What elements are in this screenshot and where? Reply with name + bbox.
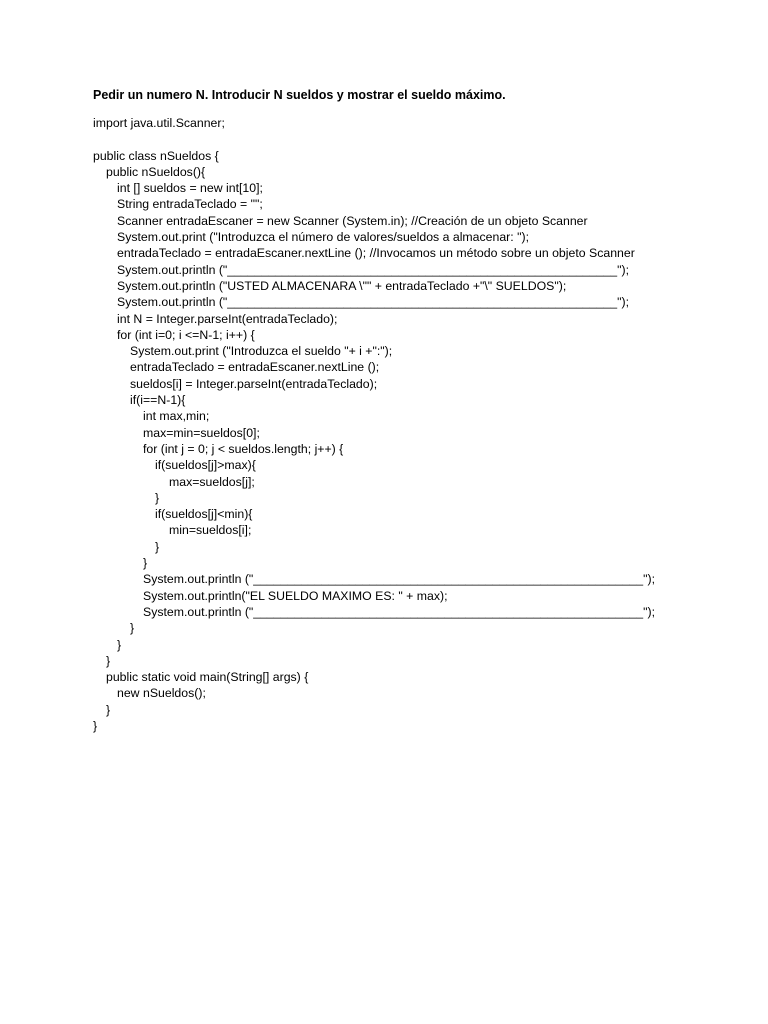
code-line: entradaTeclado = entradaEscaner.nextLine (); //Invocamos un método sobre un objeto Scanner	[117, 246, 635, 261]
code-line: }	[117, 637, 122, 652]
code-line: Scanner entradaEscaner = new Scanner (System.in); //Creación de un objeto Scanner	[117, 213, 588, 228]
code-line: System.out.println ("_________________________________________________________");	[143, 604, 655, 619]
code-line: entradaTeclado = entradaEscaner.nextLine ();	[130, 360, 380, 375]
code-line: public static void main(String[] args) {	[106, 670, 309, 685]
code-line: System.out.println ("_________________________________________________________");	[117, 262, 629, 277]
code-line: sueldos[i] = Integer.parseInt(entradaTeclado);	[130, 376, 378, 391]
code-line: if(sueldos[j]>max){	[155, 458, 256, 473]
code-line: int N = Integer.parseInt(entradaTeclado);	[117, 311, 338, 326]
code-line: }	[106, 653, 111, 668]
code-line: System.out.println ("USTED ALMACENARA \"" + entradaTeclado +"\" SUELDOS");	[117, 278, 567, 293]
code-line: }	[155, 539, 160, 554]
code-line: }	[130, 621, 135, 636]
code-line: }	[143, 556, 148, 571]
code-line: max=sueldos[j];	[169, 474, 255, 489]
code-blank-line	[93, 131, 733, 147]
code-line: min=sueldos[i];	[169, 523, 252, 538]
code-line: max=min=sueldos[0];	[143, 425, 260, 440]
code-line: import java.util.Scanner;	[93, 116, 225, 130]
code-line: }	[106, 702, 111, 717]
code-line: for (int j = 0; j < sueldos.length; j++) {	[143, 441, 344, 456]
code-line: System.out.print ("Introduzca el sueldo "+ i +":");	[130, 344, 393, 359]
document-title: Pedir un numero N. Introducir N sueldos y mostrar el sueldo máximo.	[93, 88, 506, 102]
code-line: System.out.println ("_________________________________________________________");	[117, 295, 629, 310]
code-line: String entradaTeclado = "";	[117, 197, 263, 212]
code-line: public class nSueldos {	[93, 148, 219, 163]
code-line: for (int i=0; i <=N-1; i++) {	[117, 327, 255, 342]
code-line: }	[93, 718, 98, 733]
code-line: if(sueldos[j]<min){	[155, 507, 253, 522]
code-line: int max,min;	[143, 409, 210, 424]
code-line: int [] sueldos = new int[10];	[117, 181, 263, 196]
code-block	[93, 115, 733, 734]
code-line: System.out.println ("_________________________________________________________");	[143, 572, 655, 587]
code-line: if(i==N-1){	[130, 393, 186, 408]
code-line: System.out.println("EL SUELDO MAXIMO ES: " + max);	[143, 588, 448, 603]
code-line: public nSueldos(){	[106, 164, 206, 179]
code-line: }	[155, 490, 160, 505]
code-line: System.out.print ("Introduzca el número de valores/sueldos a almacenar: ");	[117, 230, 529, 245]
code-line: new nSueldos();	[117, 686, 206, 701]
